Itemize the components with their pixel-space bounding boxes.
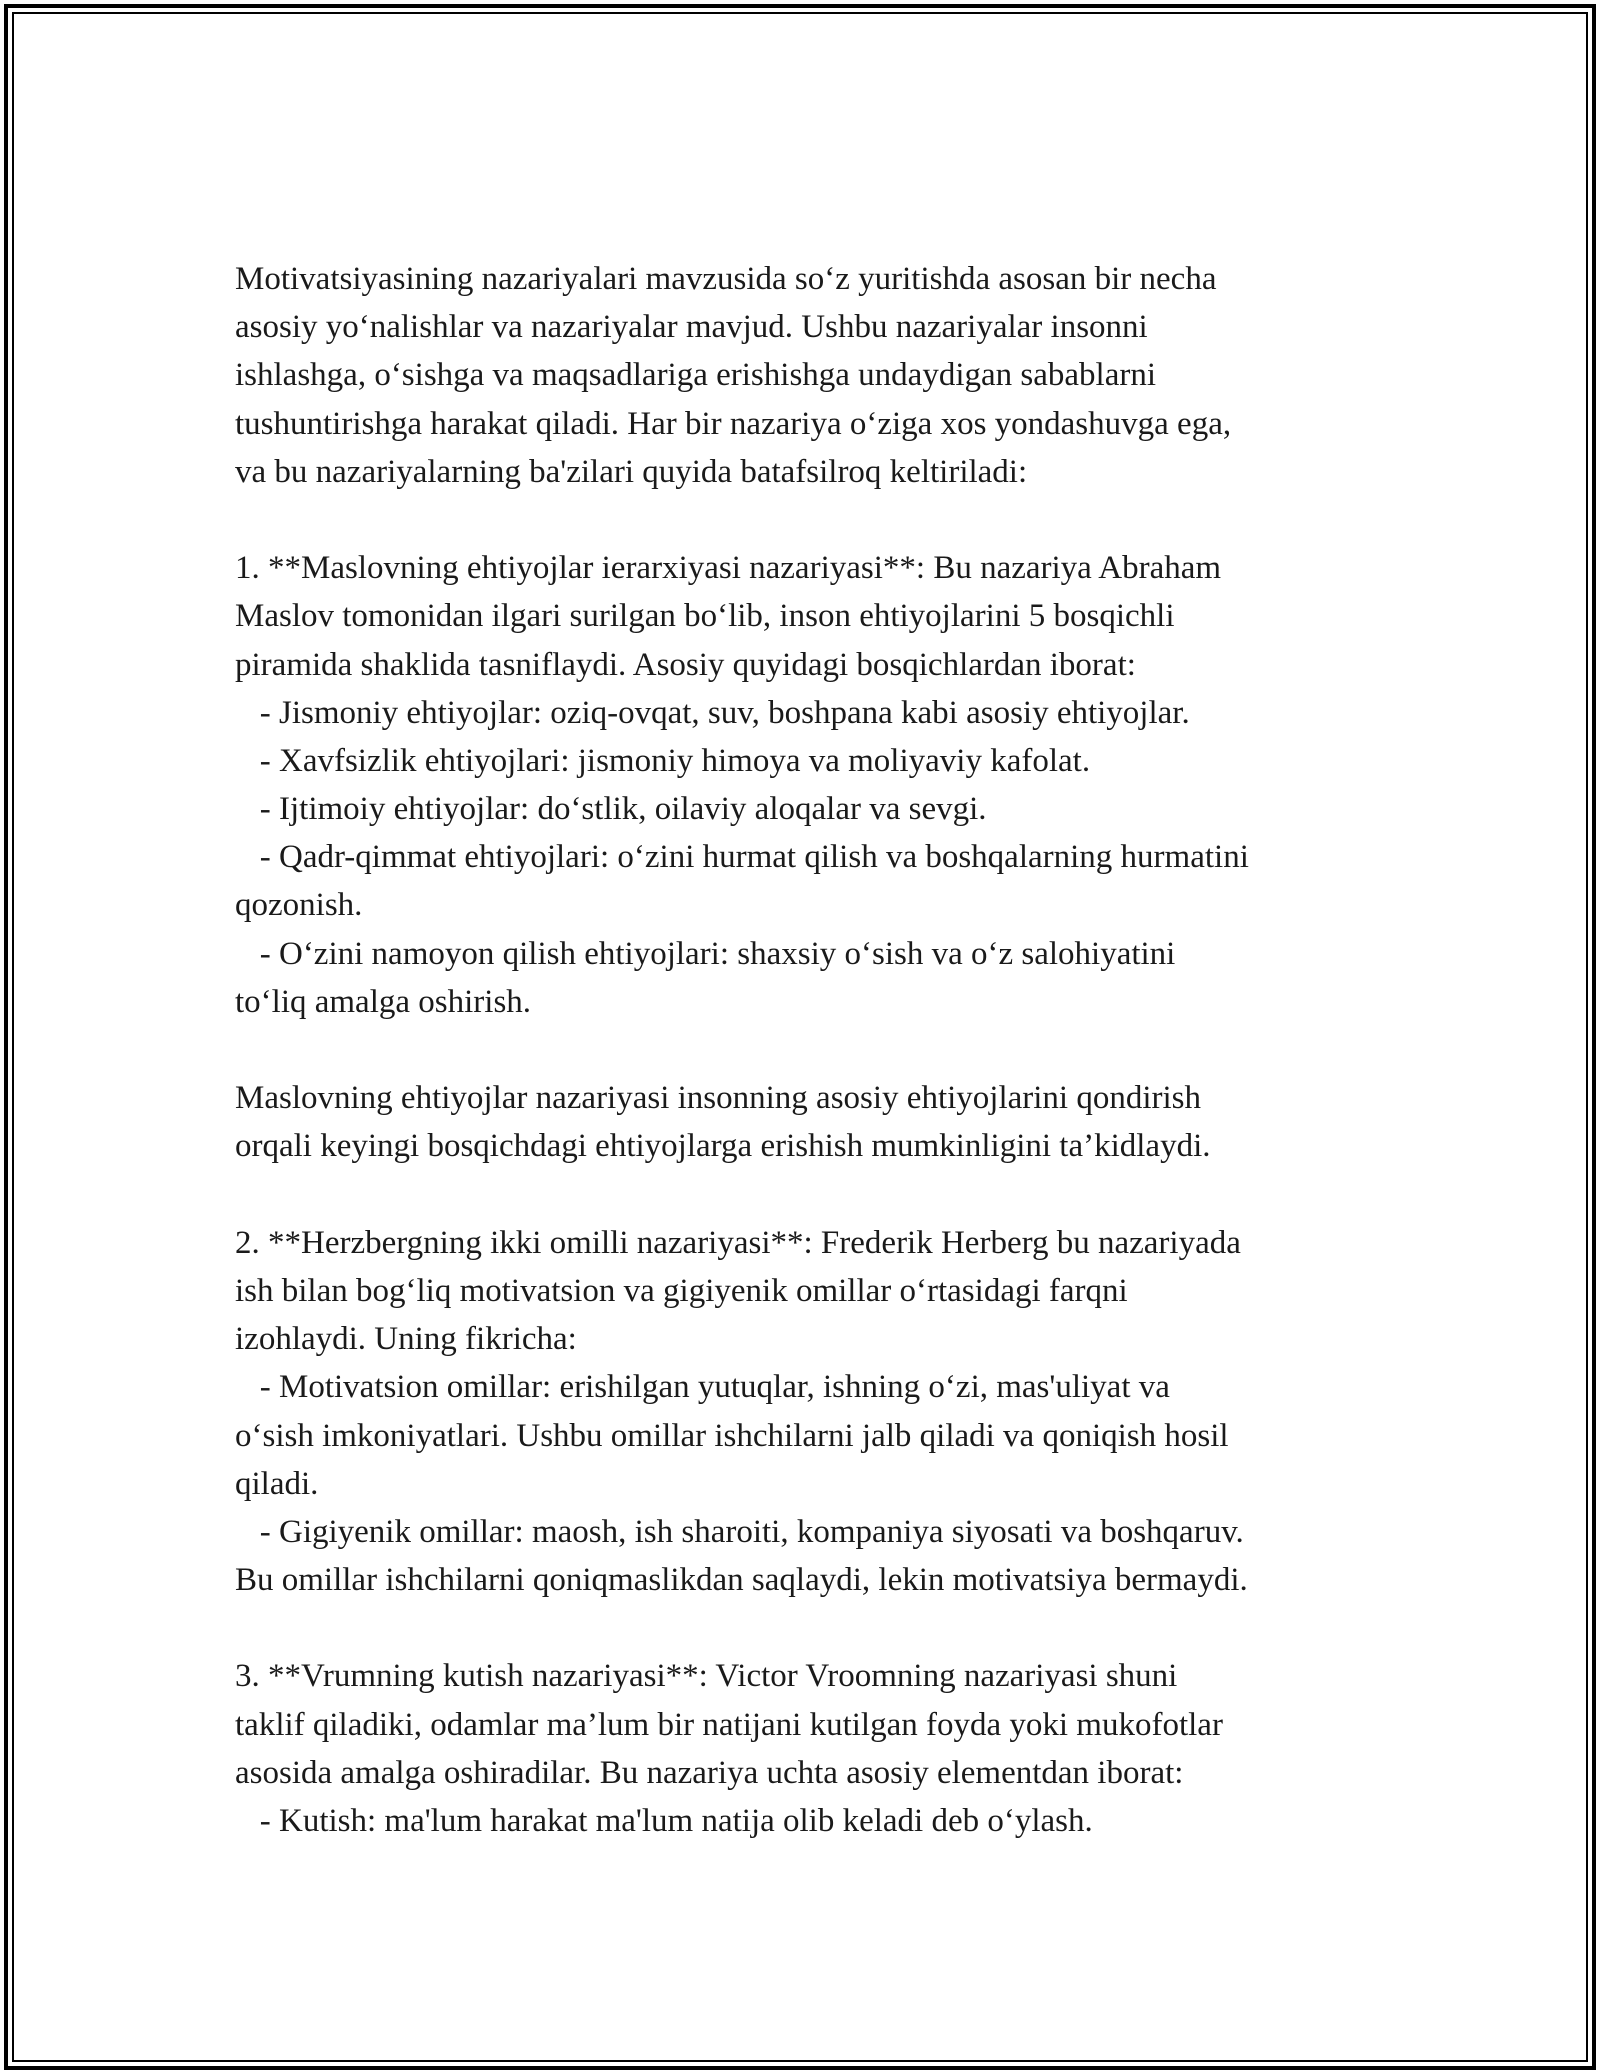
text-line: qiladi. (235, 1465, 319, 1502)
text-line (235, 496, 1385, 544)
text-line: - Gigiyenik omillar: maosh, ish sharoiti, kompaniya siyosati va boshqaruv. (235, 1513, 1244, 1550)
text-line: - Jismoniy ehtiyojlar: oziq-ovqat, suv, boshpana kabi asosiy ehtiyojlar. (235, 694, 1190, 731)
text-line: - Xavfsizlik ehtiyojlari: jismoniy himoya va moliyaviy kafolat. (235, 742, 1091, 779)
text-line: Bu omillar ishchilarni qoniqmaslikdan saqlaydi, lekin motivatsiya bermaydi. (235, 1562, 1248, 1599)
text-line: taklif qiladiki, odamlar ma’lum bir natijani kutilgan foyda yoki mukofotlar (235, 1706, 1223, 1743)
text-line: - Qadr-qimmat ehtiyojlari: o‘zini hurmat qilish va boshqalarning hurmatini (235, 839, 1249, 876)
text-line: 2. **Herzbergning ikki omilli nazariyasi**: Frederik Herberg bu nazariyada (235, 1224, 1241, 1261)
text-line: izohlaydi. Uning fikricha: (235, 1321, 577, 1358)
text-line: - Motivatsion omillar: erishilgan yutuqlar, ishning o‘zi, mas'uliyat va (235, 1369, 1170, 1406)
text-line: tushuntirishga harakat qiladi. Har bir nazariya o‘ziga xos yondashuvga ega, (235, 405, 1232, 442)
text-line: 1. **Maslovning ehtiyojlar ierarxiyasi nazariyasi**: Bu nazariya Abraham (235, 550, 1222, 587)
text-line: - Ijtimoiy ehtiyojlar: do‘stlik, oilaviy aloqalar va sevgi. (235, 791, 987, 828)
text-line (235, 1026, 1385, 1074)
text-line: ishlashga, o‘sishga va maqsadlariga erishishga undaydigan sabablarni (235, 357, 1157, 394)
text-line: 3. **Vrumning kutish nazariyasi**: Victor Vroomning nazariyasi shuni (235, 1658, 1178, 1695)
text-line: Motivatsiyasining nazariyalari mavzusida so‘z yuritishda asosan bir necha (235, 261, 1217, 297)
text-line: qozonish. (235, 887, 363, 924)
text-line (235, 1171, 1385, 1219)
text-line: ish bilan bog‘liq motivatsion va gigiyenik omillar o‘rtasidagi farqni (235, 1272, 1128, 1309)
text-line: asosida amalga oshiradilar. Bu nazariya uchta asosiy elementdan iborat: (235, 1754, 1184, 1791)
text-line: Maslov tomonidan ilgari surilgan bo‘lib, inson ehtiyojlarini 5 bosqichli (235, 598, 1175, 635)
document-body (235, 255, 1385, 1845)
text-line: o‘sish imkoniyatlari. Ushbu omillar ishchilarni jalb qiladi va qoniqish hosil (235, 1417, 1229, 1454)
text-line: va bu nazariyalarning ba'zilari quyida batafsilroq keltiriladi: (235, 453, 1028, 490)
text-line: asosiy yo‘nalishlar va nazariyalar mavjud. Ushbu nazariyalar insonni (235, 309, 1148, 346)
text-line (235, 1604, 1385, 1652)
text-line: Maslovning ehtiyojlar nazariyasi insonning asosiy ehtiyojlarini qondirish (235, 1080, 1202, 1117)
text-line: to‘liq amalga oshirish. (235, 983, 532, 1020)
text-line: piramida shaklida tasniflaydi. Asosiy quyidagi bosqichlardan iborat: (235, 646, 1136, 683)
text-line: - Kutish: ma'lum harakat ma'lum natija olib keladi deb o‘ylash. (235, 1803, 1093, 1839)
text-line: orqali keyingi bosqichdagi ehtiyojlarga erishish mumkinligini ta’kidlaydi. (235, 1128, 1211, 1165)
text-line: - O‘zini namoyon qilish ehtiyojlari: shaxsiy o‘sish va o‘z salohiyatini (235, 935, 1176, 972)
